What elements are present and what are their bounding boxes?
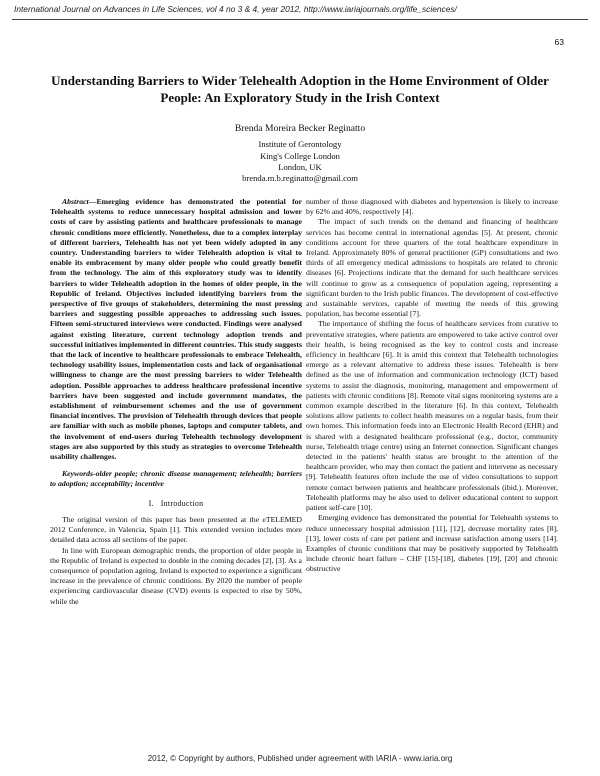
right-paragraph-continuation: number of those diagnosed with diabetes and hypertension is likely to increase by 62% and 40%, respectively [4]. (306, 197, 558, 217)
page-number: 63 (554, 37, 564, 47)
author-affiliation-college: King's College London (260, 150, 340, 161)
copyright-footer: 2012, © Copyright by authors, Published under agreement with IARIA - www.iaria.org (147, 754, 453, 763)
section-title: Introduction (160, 498, 204, 508)
keywords-label: Keywords (62, 469, 93, 479)
author-block (150, 123, 450, 184)
section-number: I. (148, 498, 154, 508)
right-paragraph-1: The impact of such trends on the demand and financing of healthcare services has become central in international agendas [5]. At present, chronic conditions account for three quarters of the total healthcare expenditure in Ireland. Approximately 80% of general practitioner (GP) consultations and two thirds of all emergency medical admissions to hospitals are related to chronic diseases [6]. Projections indicate that the demand for such healthcare services will continue to grow as a consequence of population ageing, representing a significant burden to the Irish public finances. The development of cost-effective and sustainable services, capable of meeting the needs of this growing population, has become essential [7]. (306, 217, 558, 319)
author-name: Brenda Moreira Becker Reginatto (234, 123, 366, 134)
right-paragraph-3: Emerging evidence has demonstrated the potential for Telehealth systems to reduce unnecessary hospital admission [11], [12], decrease mortality rates [8], [13], lower costs of care per patient and increase satisfaction among users [14]. Examples of chronic conditions that may be positively supported by Telehealth include chronic heart failure – CHF [15]-[18], diabetes [19], [20] and chronic obstructive (306, 513, 558, 574)
section-heading-introduction (50, 499, 302, 509)
abstract-text: —Emerging evidence has demonstrated the potential for Telehealth systems to reduce unnecessary hospital admission and lower costs of care by assisting patients and healthcare professionals to manage chronic conditions more efficiently. Nonetheless, due to a complex interplay of different barriers, Telehealth has not yet been widely adopted in any country. Understanding barriers to wider Telehealth adoption is vital to enable its embracement by many older people who could greatly benefit from the technology. The aim of this exploratory study was to identify barriers to wider Telehealth adoption in the homes of older people, in the Republic of Ireland. Objectives included identifying barriers from the perspective of five groups of stakeholders, determining the most pressing barriers and suggesting possible approaches to addressing such issues. Fifteen semi-structured interviews were conducted. Findings were analysed against existing literature, current technology adoption trends and successful initiatives implemented in different countries. This study suggests that the lack of incentive to healthcare professionals to embrace Telehealth, technology usability issues, implementation costs and lack of organisational willingness to change are the most pressing barriers to wider Telehealth adoption. Possible approaches to address healthcare professional incentive barriers have been suggested and include government mandates, the establishment of reimbursement schemes and the use of government financial incentives. The provision of Telehealth through devices that people are familiar with such as mobile phones, laptops and computer tablets, and the involvement of end-users during Telehealth technology development stages are also supported by this study as strategies to overcome Telehealth usability challenges. (50, 197, 302, 462)
abstract-label: Abstract (62, 197, 89, 206)
right-paragraph-2: The importance of shifting the focus of healthcare services from curative to preventative strategies, where patients are empowered to take active control over their health, is being recognised as the key to control costs and increase efficiency in healthcare [6]. It is amid this context that Telehealth technologies emerge as a relevant alternative to address these issues. Telehealth is here defined as the use of information and communication technology (ICT) based systems to assist the diagnosis, monitoring, management and empowerment of patients with chronic conditions [8]. Remote vital signs monitoring systems are a common example described in the literature [6]. In this context, Telehealth solutions allow patients to collect health measures on a regular basis, from their own homes. This information feeds into an Electronic Health Record (EHR) and is shared with a designated healthcare professional (e.g., doctor, community nurse, Telehealth triage centre) using an Internet connection. Significant changes detected in the patients' health status are brought to the attention of the healthcare provider, who may then contact the patient and intervene as necessary [9]. Telehealth features often include the use of video consultations to support remote contact between patients and healthcare professionals (ibid.). Moreover, Telehealth platforms may be also used to deliver educational content to support patient self-care [10]. (306, 319, 558, 513)
intro-paragraph-1: The original version of this paper has been presented at the eTELEMED 2012 Conference, in Valencia, Spain [1]. This extended version includes more detailed data across all sections of the paper. (50, 514, 302, 545)
paper-title: Understanding Barriers to Wider Telehealth Adoption in the Home Environment of Older People: An Exploratory Study in the Irish Context (51, 73, 549, 105)
keywords (50, 469, 302, 489)
right-column (306, 197, 558, 575)
author-location: London, UK (278, 161, 322, 172)
keywords-text: -older people; chronic disease management; telehealth; barriers to adoption; acceptability; incentive (50, 469, 302, 489)
header-divider (12, 19, 588, 20)
author-affiliation-institute: Institute of Gerontology (258, 139, 342, 150)
abstract (50, 197, 302, 462)
intro-paragraph-2: In line with European demographic trends, the proportion of older people in the Republic of Ireland is expected to double in the coming decades [2], [3]. As a consequence of population ageing, Ireland is expected to experience a significant increase in the prevalence of chronic conditions. By 2020 the number of people experiencing cardiovascular disease (CVD) events is expected to rise by 50%, while the (50, 545, 302, 606)
author-email: brenda.m.b.reginatto@gmail.com (242, 173, 358, 184)
left-column (50, 197, 302, 607)
journal-header: International Journal on Advances in Life Sciences, vol 4 no 3 & 4, year 2012, http://www.iariajournals.org/life_sciences/ (14, 4, 457, 14)
